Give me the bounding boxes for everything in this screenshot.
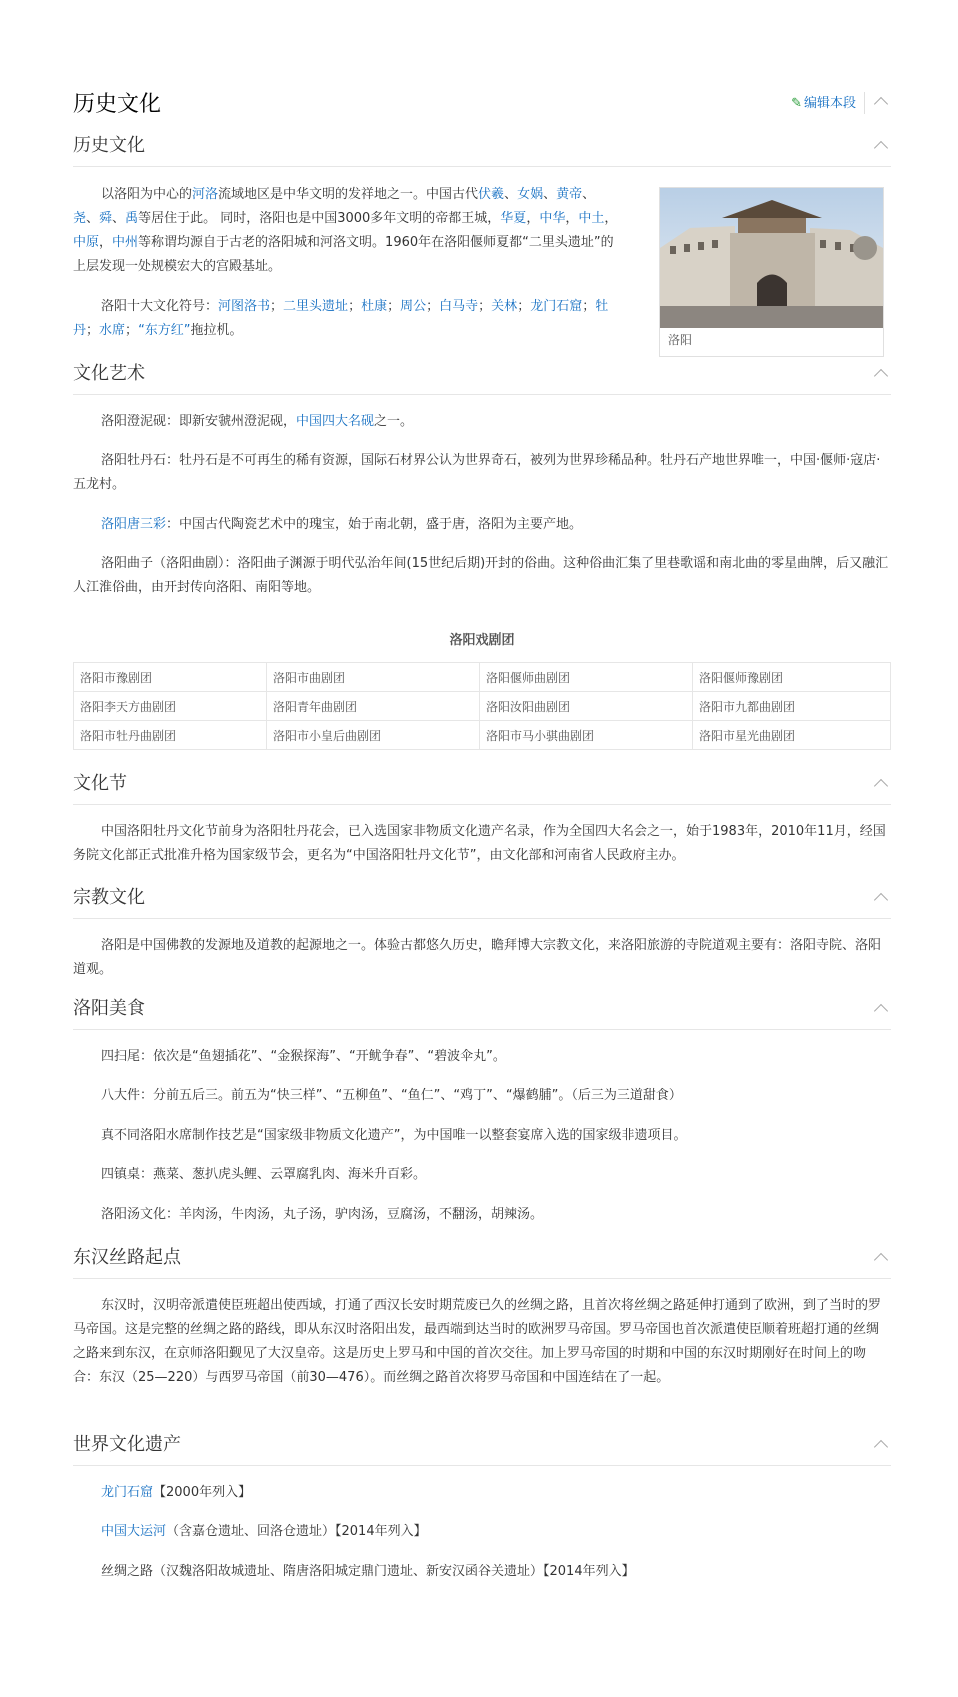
table-cell: 洛阳市星光曲剧团	[693, 721, 891, 750]
text: 、	[582, 187, 596, 202]
table-cell: 洛阳市牡丹曲剧团	[74, 721, 267, 750]
header-divider	[864, 92, 865, 114]
link-grand-canal[interactable]: 中国大运河	[101, 1524, 167, 1539]
section-title: 宗教文化	[73, 887, 145, 908]
food-paragraph-3: 真不同洛阳水席制作技艺是“国家级非物质文化遗产”，为中国唯一以整套宴席入选的国家级非遗项目。	[101, 1128, 687, 1143]
arts-paragraph-1	[73, 410, 891, 434]
luoyang-image-card[interactable]	[659, 187, 884, 357]
collapse-button[interactable]	[871, 890, 891, 906]
food-paragraph-1: 四扫尾：依次是“鱼翅插花”、“金猴探海”、“开鱿争春”、“碧波伞丸”。	[101, 1049, 506, 1064]
text: ；	[270, 299, 284, 314]
text: 【2000年列入】	[153, 1485, 252, 1500]
arts-paragraph-2: 洛阳牡丹石：牡丹石是不可再生的稀有资源，国际石材界公认为世界奇石，被列为世界珍稀品种。牡丹石产地世界唯一，中国·偃师·寇店·五龙村。	[73, 453, 881, 492]
text: 、	[112, 211, 126, 226]
edit-section-button[interactable]	[791, 94, 856, 114]
link-huangdi[interactable]: 黄帝	[556, 187, 583, 202]
section-title: 世界文化遗产	[73, 1434, 181, 1455]
text: ；	[426, 299, 440, 314]
link-heluo[interactable]: 河洛	[192, 187, 219, 202]
text: 流域地区是中华文明的发祥地之一。中国古代	[218, 187, 479, 202]
table-cell: 洛阳汝阳曲剧团	[480, 692, 693, 721]
heritage-item-1	[73, 1481, 891, 1505]
chevron-up-icon	[871, 1250, 891, 1266]
arts-paragraph-3	[73, 513, 891, 537]
text: ；	[125, 323, 139, 338]
text: 等称谓均源自于古老的洛阳城和河洛文明。1960年在洛阳偃师夏都“二里头遗址”的上层发现一处规模宏大的宫殿基址。	[73, 235, 614, 274]
main-header	[73, 86, 891, 126]
link-guanlin[interactable]: 关林	[491, 299, 518, 314]
collapse-button[interactable]	[871, 366, 891, 382]
collapse-all-button[interactable]	[871, 94, 891, 114]
religion-paragraph: 洛阳是中国佛教的发源地及道教的起源地之一。体验古都悠久历史，瞻拜博大宗教文化，来洛阳旅游的寺院道观主要有：洛阳寺院、洛阳道观。	[73, 938, 882, 977]
text: 、	[86, 211, 100, 226]
link-fuxi[interactable]: 伏羲	[478, 187, 505, 202]
link-longmen[interactable]: 龙门石窟	[530, 299, 583, 314]
text: ，	[99, 235, 113, 250]
chevron-up-icon	[871, 890, 891, 906]
luoyang-gate-photo	[660, 188, 883, 328]
text: ；	[86, 323, 100, 338]
link-erlitou[interactable]: 二里头遗址	[283, 299, 349, 314]
link-shun[interactable]: 舜	[99, 211, 113, 226]
image-caption: 洛阳	[668, 333, 693, 347]
text: ；	[582, 299, 596, 314]
link-zhongzhou[interactable]: 中州	[112, 235, 139, 250]
text: 洛阳十大文化符号：	[101, 299, 219, 314]
page-title: 历史文化	[73, 92, 162, 117]
text: 以洛阳为中心的	[101, 187, 193, 202]
link-yu[interactable]: 禹	[125, 211, 139, 226]
section-title: 历史文化	[73, 135, 145, 156]
section-title: 文化节	[73, 773, 127, 794]
arts-paragraph-4: 洛阳曲子（洛阳曲剧）：洛阳曲子渊源于明代弘治年间(15世纪后期)开封的俗曲。这种俗曲汇集了里巷歌谣和南北曲的零星曲牌，后又融汇人江淮俗曲，由开封传向洛阳、南阳等地。	[73, 556, 889, 595]
table-cell: 洛阳偃师豫剧团	[693, 663, 891, 692]
chevron-up-icon	[871, 366, 891, 382]
silkroad-paragraph: 东汉时，汉明帝派遣使臣班超出使西域，打通了西汉长安时期荒废已久的丝绸之路，且首次将丝绸之路延伸打通到了欧洲，到了当时的罗马帝国。这是完整的丝绸之路的路线，即从东汉时洛阳出发，最西端到达当时的欧洲罗马帝国。罗马帝国也首次派遣使臣顺着班超打通的丝绸之路来到东汉，在京师洛阳觐见了大汉皇帝。这是历史上罗马和中国的首次交往。加上罗马帝国的时期和中国的东汉时期刚好在时间上的吻合：东汉（25—220）与西罗马帝国（前30—476）。而丝绸之路首次将罗马帝国和中国连结在了一起。	[73, 1298, 882, 1385]
section-header-arts	[73, 362, 891, 395]
link-zhougong[interactable]: 周公	[400, 299, 427, 314]
link-dongfanghong[interactable]: “东方红”	[138, 323, 191, 338]
text: 之一。	[374, 414, 414, 429]
pencil-icon: ✎	[791, 96, 802, 111]
text: ；	[387, 299, 401, 314]
link-yao[interactable]: 尧	[73, 211, 87, 226]
link-sidamingyan[interactable]: 中国四大名砚	[296, 414, 375, 429]
table-cell: 洛阳市小皇后曲剧团	[267, 721, 480, 750]
table-row	[74, 692, 891, 721]
section-title: 东汉丝路起点	[73, 1247, 181, 1268]
heritage-item-2	[73, 1520, 891, 1544]
collapse-button[interactable]	[871, 1001, 891, 1017]
chevron-up-icon	[871, 1437, 891, 1453]
food-paragraph-5: 洛阳汤文化：羊肉汤，牛肉汤，丸子汤，驴肉汤，豆腐汤，不翻汤，胡辣汤。	[101, 1207, 544, 1222]
text: ，	[604, 211, 618, 226]
troupe-table	[73, 662, 891, 750]
chevron-up-icon	[871, 776, 891, 792]
collapse-button[interactable]	[871, 1250, 891, 1266]
table-title: 洛阳戏剧团	[449, 633, 515, 648]
table-cell: 洛阳偃师曲剧团	[480, 663, 693, 692]
link-zhonghua[interactable]: 中华	[539, 211, 566, 226]
section-header-silkroad	[73, 1246, 891, 1279]
link-zhongtu[interactable]: 中土	[578, 211, 605, 226]
text: 、	[504, 187, 518, 202]
text: ，	[565, 211, 579, 226]
heritage-item-3: 丝绸之路（汉魏洛阳故城遗址、隋唐洛阳城定鼎门遗址、新安汉函谷关遗址）【2014年列入】	[101, 1564, 635, 1579]
table-row	[74, 721, 891, 750]
link-baimasi[interactable]: 白马寺	[439, 299, 479, 314]
text: ，	[526, 211, 540, 226]
chevron-up-icon	[871, 94, 891, 110]
collapse-button[interactable]	[871, 776, 891, 792]
table-cell: 洛阳李天方曲剧团	[74, 692, 267, 721]
text: ；	[517, 299, 531, 314]
history-paragraph-1	[73, 183, 621, 279]
chevron-up-icon	[871, 138, 891, 154]
festival-paragraph: 中国洛阳牡丹文化节前身为洛阳牡丹花会，已入选国家非物质文化遗产名录，作为全国四大名会之一，始于1983年，2010年11月，经国务院文化部正式批准升格为国家级节会，更名为“中国洛阳牡丹文化节”，由文化部和河南省人民政府主办。	[73, 824, 886, 863]
section-title: 文化艺术	[73, 363, 145, 384]
section-header-food	[73, 997, 891, 1030]
text: 等居住于此。 同时，洛阳也是中国3000多年文明的帝都王城，	[138, 211, 501, 226]
text: ；	[478, 299, 492, 314]
link-hetu-luoshu[interactable]: 河图洛书	[218, 299, 271, 314]
section-header-history	[73, 134, 891, 167]
link-zhongyuan[interactable]: 中原	[73, 235, 100, 250]
table-cell: 洛阳市马小骐曲剧团	[480, 721, 693, 750]
text: 拖拉机。	[190, 323, 243, 338]
section-header-heritage	[73, 1433, 891, 1466]
link-nuwa[interactable]: 女娲	[517, 187, 544, 202]
text: 、	[543, 187, 557, 202]
link-huaxia[interactable]: 华夏	[500, 211, 527, 226]
text: 洛阳澄泥砚：即新安虢州澄泥砚，	[101, 414, 297, 429]
history-paragraph-2	[73, 295, 621, 343]
text: （含嘉仓遗址、回洛仓遗址）【2014年列入】	[166, 1524, 427, 1539]
section-header-religion	[73, 886, 891, 919]
collapse-button[interactable]	[871, 1437, 891, 1453]
table-cell: 洛阳市曲剧团	[267, 663, 480, 692]
text: ；	[348, 299, 362, 314]
link-longmen-grottoes[interactable]: 龙门石窟	[101, 1485, 154, 1500]
link-shuixi[interactable]: 水席	[99, 323, 126, 338]
edit-label: 编辑本段	[803, 96, 856, 111]
table-cell: 洛阳市九都曲剧团	[693, 692, 891, 721]
chevron-up-icon	[871, 1001, 891, 1017]
food-paragraph-4: 四镇桌：燕菜、葱扒虎头鲤、云罩腐乳肉、海米升百彩。	[101, 1167, 427, 1182]
table-cell: 洛阳青年曲剧团	[267, 692, 480, 721]
text: ：中国古代陶瓷艺术中的瑰宝，始于南北朝，盛于唐，洛阳为主要产地。	[166, 517, 583, 532]
table-cell: 洛阳市豫剧团	[74, 663, 267, 692]
table-row	[74, 663, 891, 692]
section-header-festival	[73, 772, 891, 805]
section-title: 洛阳美食	[73, 998, 145, 1019]
link-mudan[interactable]: 牡丹	[73, 299, 609, 338]
collapse-button[interactable]	[871, 138, 891, 154]
food-paragraph-2: 八大件：分前五后三。前五为“快三样”、“五柳鱼”、“鱼仁”、“鸡丁”、“爆鹤脯”。（后三为三道甜食）	[101, 1088, 682, 1103]
link-dukang[interactable]: 杜康	[361, 299, 388, 314]
link-tangsancai[interactable]: 洛阳唐三彩	[101, 517, 167, 532]
